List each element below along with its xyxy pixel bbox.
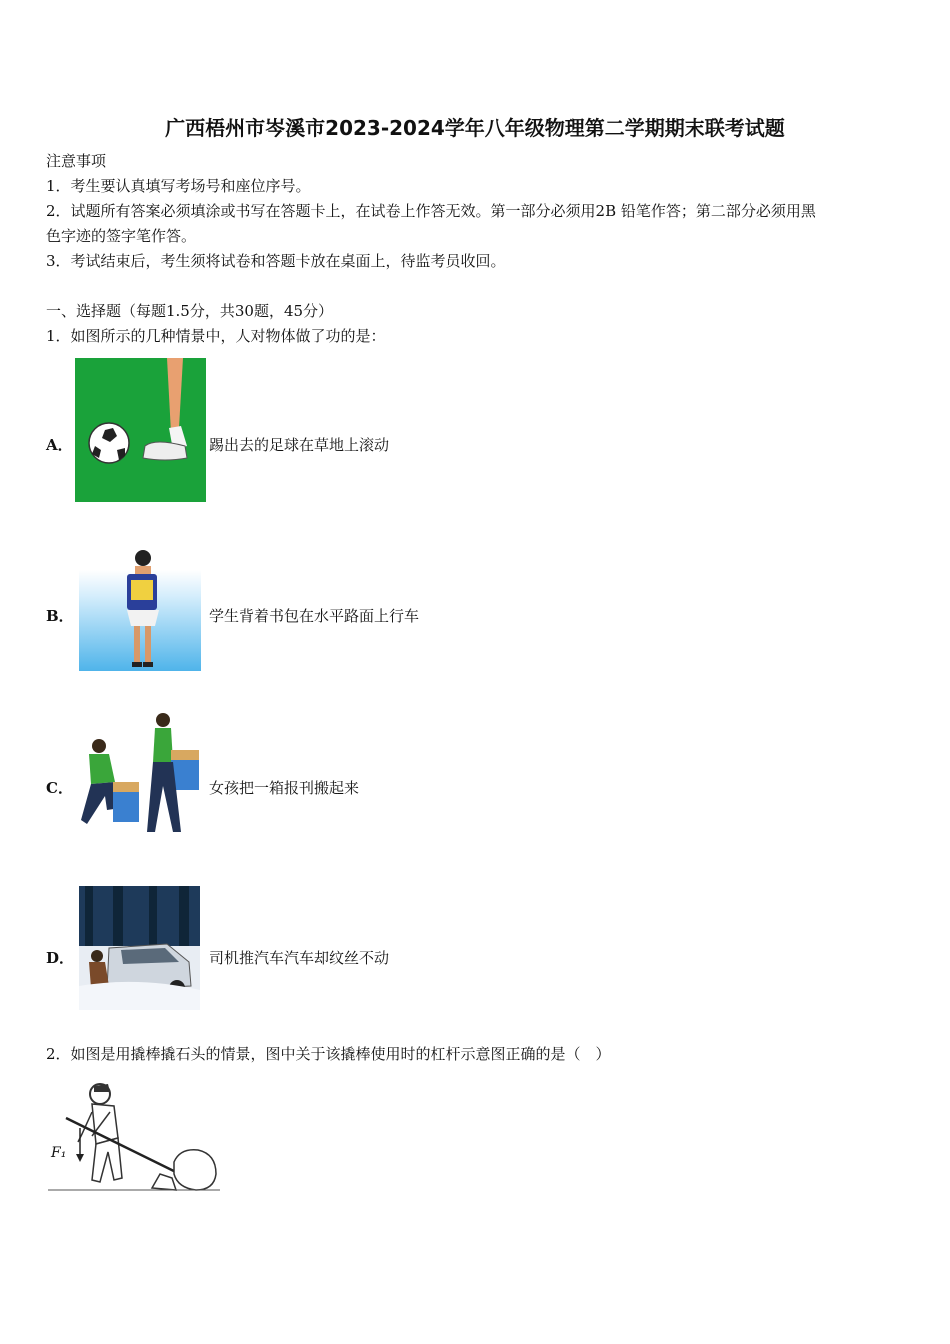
option-d-text: 司机推汽车汽车却纹丝不动 (209, 949, 390, 967)
option-a-letter: A． (46, 436, 73, 454)
notice-item: 2．试题所有答案必须填涂或书写在答题卡上，在试卷上作答无效。第一部分必须用2B 铅笔作答；第二部分必须用黑 (46, 202, 816, 220)
option-b-text: 学生背着书包在水平路面上行车 (209, 607, 420, 625)
question-2-stem: 2．如图是用撬棒撬石头的情景，图中关于该撬棒使用时的杠杆示意图正确的是（ ） (46, 1045, 611, 1063)
option-a-text: 踢出去的足球在草地上滚动 (209, 436, 390, 454)
notice-heading: 注意事项 (46, 152, 107, 170)
pushing-car-image (79, 886, 200, 1010)
option-c-text: 女孩把一箱报刊搬起来 (209, 779, 360, 797)
girl-lifting-box-image (77, 712, 201, 838)
soccer-kick-image (75, 358, 206, 502)
section-heading: 一、选择题（每题1.5分，共30题，45分） (46, 302, 334, 320)
notice-item: 1．考生要认真填写考场号和座位序号。 (46, 177, 311, 195)
option-d-letter: D． (46, 949, 75, 967)
notice-item: 色字迹的签字笔作答。 (46, 227, 197, 245)
crowbar-lever-figure (48, 1078, 220, 1196)
option-b-letter: B． (46, 607, 74, 625)
option-c-letter: C． (46, 779, 73, 797)
page-title: 广西梧州市岑溪市2023-2024学年八年级物理第二学期期末联考试题 (165, 116, 785, 140)
force-label: F₁ (51, 1145, 67, 1161)
student-backpack-image (79, 548, 201, 671)
notice-item: 3．考试结束后，考生须将试卷和答题卡放在桌面上，待监考员收回。 (46, 252, 506, 270)
question-1-stem: 1．如图所示的几种情景中，人对物体做了功的是： (46, 327, 386, 345)
